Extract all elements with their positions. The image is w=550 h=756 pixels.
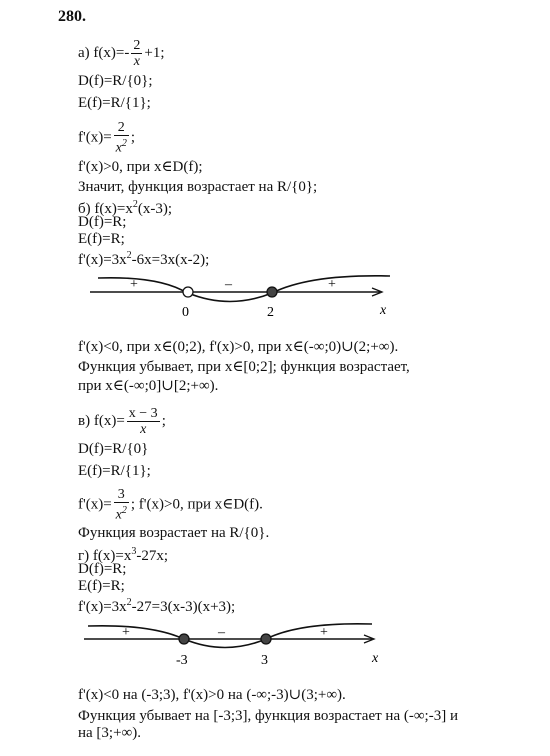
part-c-fraction	[127, 406, 160, 437]
part-a-deriv-lhs: f'(x)=	[78, 129, 112, 146]
part-b-deriv-pow: 2	[126, 250, 132, 261]
part-c-deriv-rhs: ; f'(x)>0, при x∈D(f).	[130, 496, 263, 513]
part-d-axis-var: x	[372, 651, 379, 666]
part-b-range: E(f)=R;	[78, 231, 125, 247]
part-a-deriv-fraction	[114, 120, 129, 156]
part-c-derivative	[78, 487, 263, 523]
part-c-label: в)	[78, 412, 91, 429]
part-b-f-post: (x-3);	[137, 201, 172, 217]
part-d-sign-diagram	[0, 612, 550, 674]
part-b-filled-point	[267, 287, 277, 297]
part-a-frac-den: x	[131, 53, 142, 69]
part-d-point-label-1: 3	[261, 653, 268, 668]
part-d-filled-point-left	[179, 634, 189, 644]
part-a-function	[78, 38, 165, 69]
part-a-condition: f'(x)>0, при x∈D(f);	[78, 159, 203, 175]
part-a-fraction	[131, 38, 142, 69]
part-a-deriv-den-var: x	[115, 140, 122, 156]
part-a-range: E(f)=R/{1};	[78, 95, 151, 111]
part-b-conclusion-2: при x∈(-∞;0]∪[2;+∞).	[78, 378, 219, 394]
part-d-deriv-pow: 2	[126, 597, 132, 608]
part-d-sign-right: +	[320, 625, 328, 640]
part-d-intervals: f'(x)<0 на (-3;3), f'(x)>0 на (-∞;-3)∪(3;+∞).	[78, 687, 346, 703]
part-b-open-point	[183, 287, 193, 297]
part-c-function	[78, 406, 166, 437]
part-d-range: E(f)=R;	[78, 578, 125, 594]
part-b-deriv-post: -6x=3x(x-2);	[131, 252, 210, 268]
part-d-point-label-0: -3	[176, 653, 188, 668]
part-d-conclusion-2: на [3;+∞).	[78, 725, 141, 741]
part-d-filled-point-right	[261, 634, 271, 644]
part-c-frac-num: x − 3	[128, 406, 158, 421]
part-c-f-rhs: ;	[161, 412, 166, 429]
part-d-f-post: -27x;	[136, 548, 169, 564]
part-a-deriv-den-pow: 2	[121, 138, 127, 149]
part-b-sign-diagram	[0, 264, 550, 326]
part-b-sign-left: +	[130, 277, 138, 292]
part-c-domain: D(f)=R/{0}	[78, 441, 149, 457]
part-b-conclusion-1: Функция убывает, при x∈[0;2]; функция возрастает,	[78, 359, 410, 375]
part-b-axis-var: x	[380, 303, 387, 318]
part-b-deriv-pre: f'(x)=3x	[78, 252, 127, 268]
part-d-curve-left	[88, 626, 184, 639]
part-a-domain: D(f)=R/{0};	[78, 73, 153, 89]
part-b-f-pow: 2	[132, 199, 138, 210]
part-c-conclusion: Функция возрастает на R/{0}.	[78, 525, 270, 541]
part-b-sign-right: +	[328, 277, 336, 292]
part-d-sign-left: +	[122, 625, 130, 640]
part-d-deriv-post: -27=3(x-3)(x+3);	[131, 599, 236, 615]
part-a-deriv-den	[114, 135, 129, 156]
part-a-conclusion: Значит, функция возрастает на R/{0};	[78, 179, 318, 195]
part-c-f-lhs: f(x)=	[93, 412, 125, 429]
part-b-curve-left	[98, 278, 187, 293]
part-c-frac-den: x	[127, 421, 160, 437]
part-c-deriv-den	[114, 502, 129, 523]
part-d-curve-middle	[184, 639, 266, 648]
part-c-deriv-num: 3	[117, 487, 125, 502]
part-d-f-pow: 3	[131, 546, 137, 557]
part-d-f-pre: г) f(x)=x	[78, 548, 132, 564]
part-b-f-pre: б) f(x)=x	[78, 201, 133, 217]
part-a-f-rhs: +1;	[144, 44, 165, 61]
part-b-domain: D(f)=R;	[78, 214, 127, 230]
part-d-curve-right	[266, 624, 372, 639]
part-a-f-lhs: f(x)=-	[93, 44, 130, 61]
part-d-sign-middle: –	[218, 625, 225, 640]
part-a-label: а)	[78, 44, 90, 61]
part-b-point-label-1: 2	[267, 305, 274, 320]
part-c-deriv-lhs: f'(x)=	[78, 496, 112, 513]
part-a-deriv-num: 2	[117, 120, 125, 135]
part-b-intervals: f'(x)<0, при x∈(0;2), f'(x)>0, при x∈(-∞;0)∪(2;+∞).	[78, 339, 399, 355]
part-c-range: E(f)=R/{1};	[78, 463, 151, 479]
part-b-point-label-0: 0	[182, 305, 189, 320]
part-d-deriv-pre: f'(x)=3x	[78, 599, 127, 615]
problem-number: 280.	[58, 8, 86, 25]
part-a-derivative	[78, 120, 135, 156]
part-c-deriv-den-pow: 2	[121, 505, 127, 516]
part-d-conclusion-1: Функция убывает на [-3;3], функция возрастает на (-∞;-3] и	[78, 708, 458, 724]
part-b-sign-middle: –	[225, 277, 232, 292]
part-a-frac-num: 2	[133, 38, 141, 53]
part-c-deriv-fraction	[114, 487, 129, 523]
part-c-deriv-den-var: x	[115, 507, 122, 523]
part-d-domain: D(f)=R;	[78, 561, 127, 577]
part-b-curve-middle	[188, 293, 272, 302]
part-a-deriv-rhs: ;	[130, 129, 136, 146]
